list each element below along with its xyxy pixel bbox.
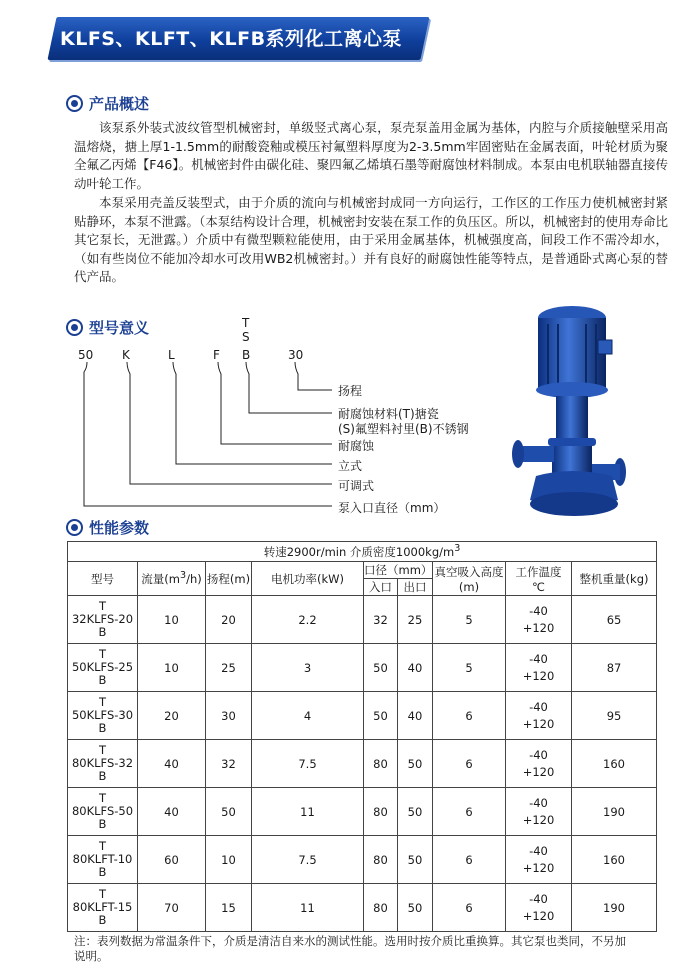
cell-temp: -40 +120 xyxy=(506,884,572,932)
cell-head: 10 xyxy=(206,836,252,884)
page-title: KLFS、KLFT、KLFB系列化工离心泵 xyxy=(60,28,403,50)
cell-weight: 190 xyxy=(572,788,657,836)
cell-outlet: 50 xyxy=(398,740,433,788)
header-weight: 整机重量(kg) xyxy=(572,562,657,596)
model-code-diagram xyxy=(70,316,490,516)
cell-weight: 95 xyxy=(572,692,657,740)
cell-temp: -40 +120 xyxy=(506,740,572,788)
section-title: 型号意义 xyxy=(89,319,150,337)
cell-head: 25 xyxy=(206,644,252,692)
table-caption: 转速2900r/min 介质密度$1000kg/m^3$ xyxy=(68,542,657,562)
section-title: 产品概述 xyxy=(89,95,150,113)
cell-weight: 65 xyxy=(572,596,657,644)
cell-power: 7.5 xyxy=(252,836,364,884)
label-vertical: 立式 xyxy=(338,459,363,473)
cell-inlet: 80 xyxy=(364,788,398,836)
cell-weight: 160 xyxy=(572,740,657,788)
code-corrosion: F xyxy=(213,348,220,362)
cell-power: 2.2 xyxy=(252,596,364,644)
pump-image xyxy=(508,300,638,530)
cell-weight: 87 xyxy=(572,644,657,692)
cell-model: T 80KLFS-50 B xyxy=(68,788,138,836)
table-row xyxy=(68,788,657,836)
label-head: 扬程 xyxy=(338,384,363,398)
cell-outlet: 50 xyxy=(398,836,433,884)
cell-head: 50 xyxy=(206,788,252,836)
label-material: 耐腐蚀材料(T)搪瓷 xyxy=(338,407,439,421)
cell-flow: 40 xyxy=(138,740,206,788)
code-adjustable: K xyxy=(122,348,130,362)
header-inlet: 入口 xyxy=(364,579,398,596)
cell-head: 32 xyxy=(206,740,252,788)
header-outlet: 出口 xyxy=(398,579,433,596)
table-row xyxy=(68,692,657,740)
cell-suction: 6 xyxy=(433,884,506,932)
cell-suction: 6 xyxy=(433,836,506,884)
pump-illustration xyxy=(508,300,638,530)
cell-outlet: 25 xyxy=(398,596,433,644)
cell-suction: 5 xyxy=(433,644,506,692)
table-row xyxy=(68,596,657,644)
code-material-t: T xyxy=(242,316,250,330)
cell-outlet: 50 xyxy=(398,788,433,836)
header-model: 型号 xyxy=(68,562,138,596)
cell-head: 30 xyxy=(206,692,252,740)
code-vertical: L xyxy=(168,348,175,362)
code-material-s: S xyxy=(242,330,250,344)
table-row xyxy=(68,740,657,788)
header-power: 电机功率(kW) xyxy=(252,562,364,596)
table-note: 注：表列数据为常温条件下，介质是清洁自来水的测试性能。选用时按介质比重换算。其它泵也类同，不另加说明。 xyxy=(74,934,626,963)
section-overview-heading xyxy=(66,93,149,114)
cell-inlet: 50 xyxy=(364,692,398,740)
cell-model: T 32KLFS-20 B xyxy=(68,596,138,644)
label-adjustable: 可调式 xyxy=(338,479,375,493)
cell-power: 4 xyxy=(252,692,364,740)
cell-model: T 80KLFT-10 B xyxy=(68,836,138,884)
cell-model: T 50KLFS-30 B xyxy=(68,692,138,740)
cell-flow: 40 xyxy=(138,788,206,836)
cell-suction: 6 xyxy=(433,740,506,788)
overview-paragraph-1: 该泵系外装式波纹管型机械密封，单级竖式离心泵，泵壳泵盖用金属为基体，内腔与介质接触壁采用高温熔烧，搪上厚1-1.5mm的耐酸瓷釉或模压衬氟塑料厚度为2-3.5mm牢固密贴在金属表面，叶轮材质为聚全氟乙丙烯【F46】。机械密封件由碳化硅、聚四氟乙烯填石墨等耐腐蚀材料制成。本泵由电机联轴器直接传动叶轮工作。 xyxy=(74,120,668,191)
cell-inlet: 32 xyxy=(364,596,398,644)
cell-model: T 80KLFT-15 B xyxy=(68,884,138,932)
cell-power: 3 xyxy=(252,644,364,692)
overview-paragraph-2: 本泵采用壳盖反装型式，由于介质的流向与机械密封成同一方向运行，工作区的工作压力使机械密封紧贴静环，本泵不泄露。（本泵结构设计合理，机械密封安装在泵工作的负压区。所以，机械密封的使用寿命比其它泵长，无泄露。）介质中有微型颗粒能使用，由于采用金属基体，机械强度高，间段工作不需冷却水，（如有些岗位不能加冷却水可改用WB2机械密封。）并有良好的耐腐蚀性能等特点，是普通卧式离心泵的替代产品。 xyxy=(74,195,668,284)
cell-flow: 60 xyxy=(138,836,206,884)
cell-inlet: 80 xyxy=(364,884,398,932)
code-material-b: B xyxy=(242,348,251,362)
cell-inlet: 80 xyxy=(364,740,398,788)
header-suction: 真空吸入高度(m) xyxy=(433,562,506,596)
cell-temp: -40 +120 xyxy=(506,596,572,644)
performance-table xyxy=(67,541,657,932)
header-head: 扬程(m) xyxy=(206,562,252,596)
cell-head: 20 xyxy=(206,596,252,644)
code-head: 30 xyxy=(288,348,304,362)
cell-temp: -40 +120 xyxy=(506,836,572,884)
section-title: 性能参数 xyxy=(89,519,150,537)
cell-temp: -40 +120 xyxy=(506,788,572,836)
cell-power: 11 xyxy=(252,788,364,836)
table-row xyxy=(68,644,657,692)
cell-power: 7.5 xyxy=(252,740,364,788)
header-temp: 工作温度 ℃ xyxy=(506,562,572,596)
cell-flow: 70 xyxy=(138,884,206,932)
cell-flow: 10 xyxy=(138,596,206,644)
cell-temp: -40 +120 xyxy=(506,644,572,692)
cell-weight: 160 xyxy=(572,836,657,884)
cell-flow: 20 xyxy=(138,692,206,740)
cell-inlet: 50 xyxy=(364,644,398,692)
table-row xyxy=(68,836,657,884)
label-corrosion: 耐腐蚀 xyxy=(338,439,375,453)
header-flow: 流量$(m^3/h)$ xyxy=(138,562,206,596)
table-row xyxy=(68,884,657,932)
cell-outlet: 40 xyxy=(398,692,433,740)
code-inlet: 50 xyxy=(78,348,94,362)
cell-power: 11 xyxy=(252,884,364,932)
cell-suction: 5 xyxy=(433,596,506,644)
cell-suction: 6 xyxy=(433,788,506,836)
cell-model: T 50KLFS-25 B xyxy=(68,644,138,692)
bullet-circle-icon xyxy=(66,95,83,112)
cell-flow: 10 xyxy=(138,644,206,692)
header-diameter: 口径（mm） xyxy=(364,563,433,577)
cell-outlet: 40 xyxy=(398,644,433,692)
cell-outlet: 50 xyxy=(398,884,433,932)
cell-suction: 6 xyxy=(433,692,506,740)
cell-head: 15 xyxy=(206,884,252,932)
cell-temp: -40 +120 xyxy=(506,692,572,740)
section-performance-heading xyxy=(66,517,149,538)
cell-model: T 80KLFS-32 B xyxy=(68,740,138,788)
bullet-circle-icon xyxy=(66,519,83,536)
label-material-2: (S)氟塑料衬里(B)不锈钢 xyxy=(338,422,469,436)
cell-inlet: 80 xyxy=(364,836,398,884)
label-inlet: 泵入口直径（mm） xyxy=(338,501,446,515)
cell-weight: 190 xyxy=(572,884,657,932)
